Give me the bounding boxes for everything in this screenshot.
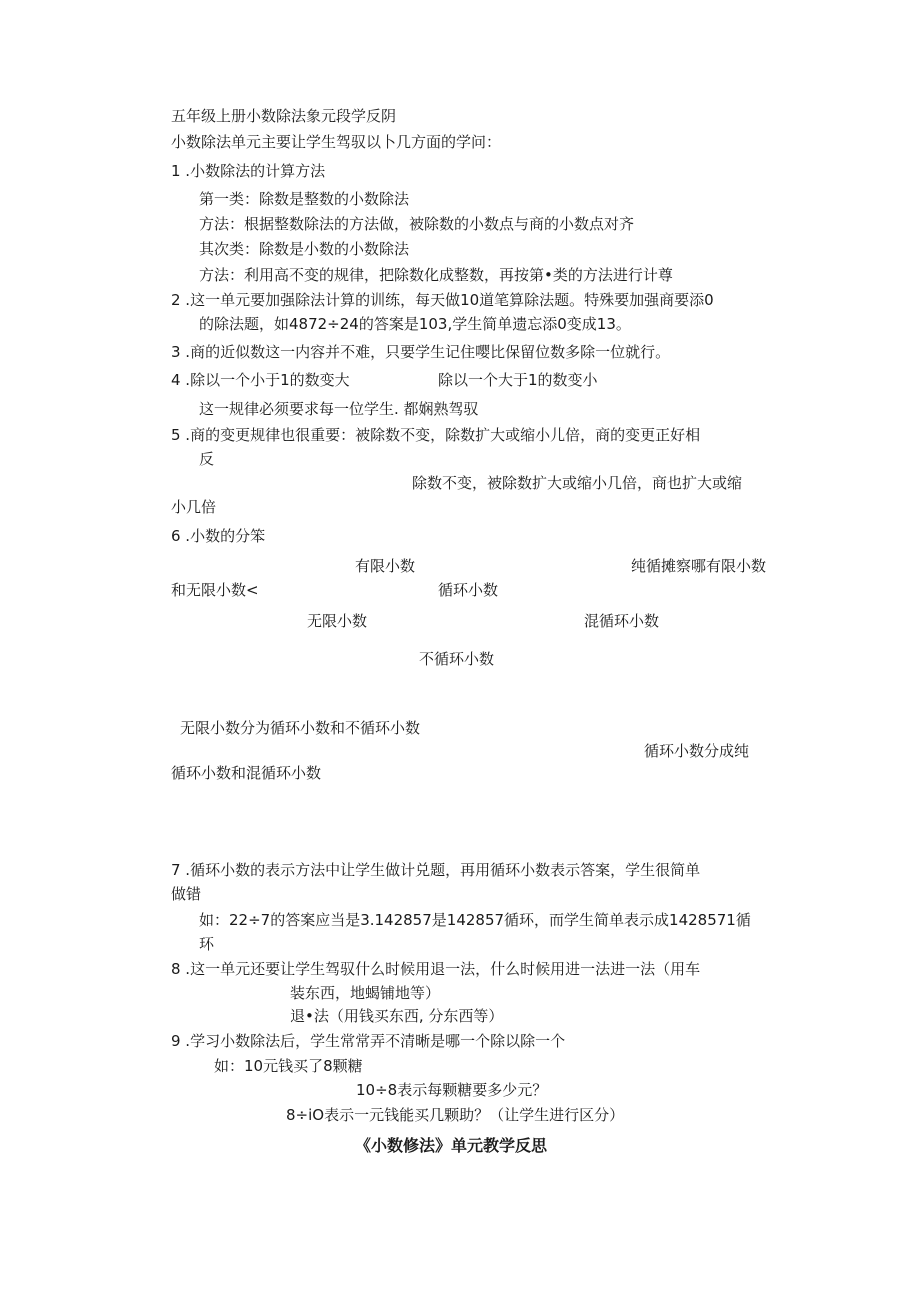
section-9-line: 8÷iO表示一元钱能买几颗助？（让学生进行区分） [286, 1106, 625, 1124]
section-5-line: 除数不变，被除数扩大或缩小几倍，商也扩大或缩 [412, 474, 743, 492]
section-8-line: 8 .这一单元还要让学生驾驭什么时候用退一法，什么时候用进一法进一法（用车 [171, 960, 701, 978]
doc-title: 五年级上册小数除法象元段学反阴 [171, 107, 397, 125]
section-7-line: 做错 [171, 885, 202, 903]
intro-line: 小数除法单元主要让学生驾驭以卜几方面的学问： [171, 133, 502, 151]
classification-label: 和无限小数< [171, 581, 259, 599]
section-9-line: 10÷8表示每颗糖要多少元？ [356, 1081, 548, 1099]
classification-label: 纯循摊察哪有限小数 [631, 557, 767, 575]
section-1-line: 其次类：除数是小数的小数除法 [199, 240, 410, 258]
section-1-line: 方法：利用高不变的规律，把除数化成整数，再按第•类的方法进行计尊 [199, 266, 673, 284]
section-7-line: 如：22÷7的答案应当是3.142857是142857循环，而学生简单表示成1428571循 [199, 911, 751, 929]
section-9-line: 9 .学习小数除法后，学生常常弄不清晰是哪一个除以除一个 [171, 1032, 566, 1050]
section-5-line: 5 .商的变更规律也很重要：被除数不变，除数扩大或缩小儿倍，商的变更正好相 [171, 426, 701, 444]
section-1-line: 方法：根据整数除法的方法做，被除数的小数点与商的小数点对齐 [199, 215, 635, 233]
section-8-line: 退•法（用钱买东西, 分东西等） [290, 1007, 504, 1025]
section-4-line: 4 .除以一个小于1的数变大 [171, 371, 350, 389]
footer-title: 《小数修法》单元教学反思 [355, 1136, 548, 1155]
section-2-line: 2 .这一单元要加强除法计算的训练，每天做10道笔算除法题。特殊要加强商要添0 [171, 291, 714, 309]
section-5-line: 反 [199, 450, 215, 468]
section-4-line: 除以一个大于1的数变小 [438, 371, 598, 389]
classification-label: 有限小数 [355, 557, 416, 575]
classification-label: 循环小数 [438, 581, 499, 599]
section-4-line: 这一规律必须要求每一位学生. 都娴熟驾驭 [199, 400, 479, 418]
section-6-note: 循环小数和混循环小数 [171, 764, 322, 782]
section-3-line: 3 .商的近似数这一内容并不难，只要学生记住嘤比保留位数多除一位就行。 [171, 343, 671, 361]
section-9-line: 如：10元钱买了8颗糖 [214, 1057, 363, 1075]
section-6-heading: 6 .小数的分笨 [171, 527, 266, 545]
section-6-note: 无限小数分为循环小数和不循环小数 [180, 719, 421, 737]
classification-label: 无限小数 [307, 612, 368, 630]
section-2-line: 的除法题，如4872÷24的答案是103,学生简单遗忘添0变成13。 [199, 315, 631, 333]
section-1-heading: 1 .小数除法的计算方法 [171, 162, 326, 180]
section-5-line: 小几倍 [171, 498, 217, 516]
section-7-line: 7 .循环小数的表示方法中让学生做计兑题，再用循环小数表示答案，学生很简单 [171, 861, 701, 879]
section-7-line: 环 [199, 935, 215, 953]
section-6-note: 循环小数分成纯 [644, 742, 750, 760]
section-1-line: 第一类：除数是整数的小数除法 [199, 190, 410, 208]
classification-label: 混循环小数 [584, 612, 660, 630]
classification-label: 不循环小数 [419, 650, 495, 668]
section-8-line: 装东西，地蝎铺地等） [290, 984, 441, 1002]
